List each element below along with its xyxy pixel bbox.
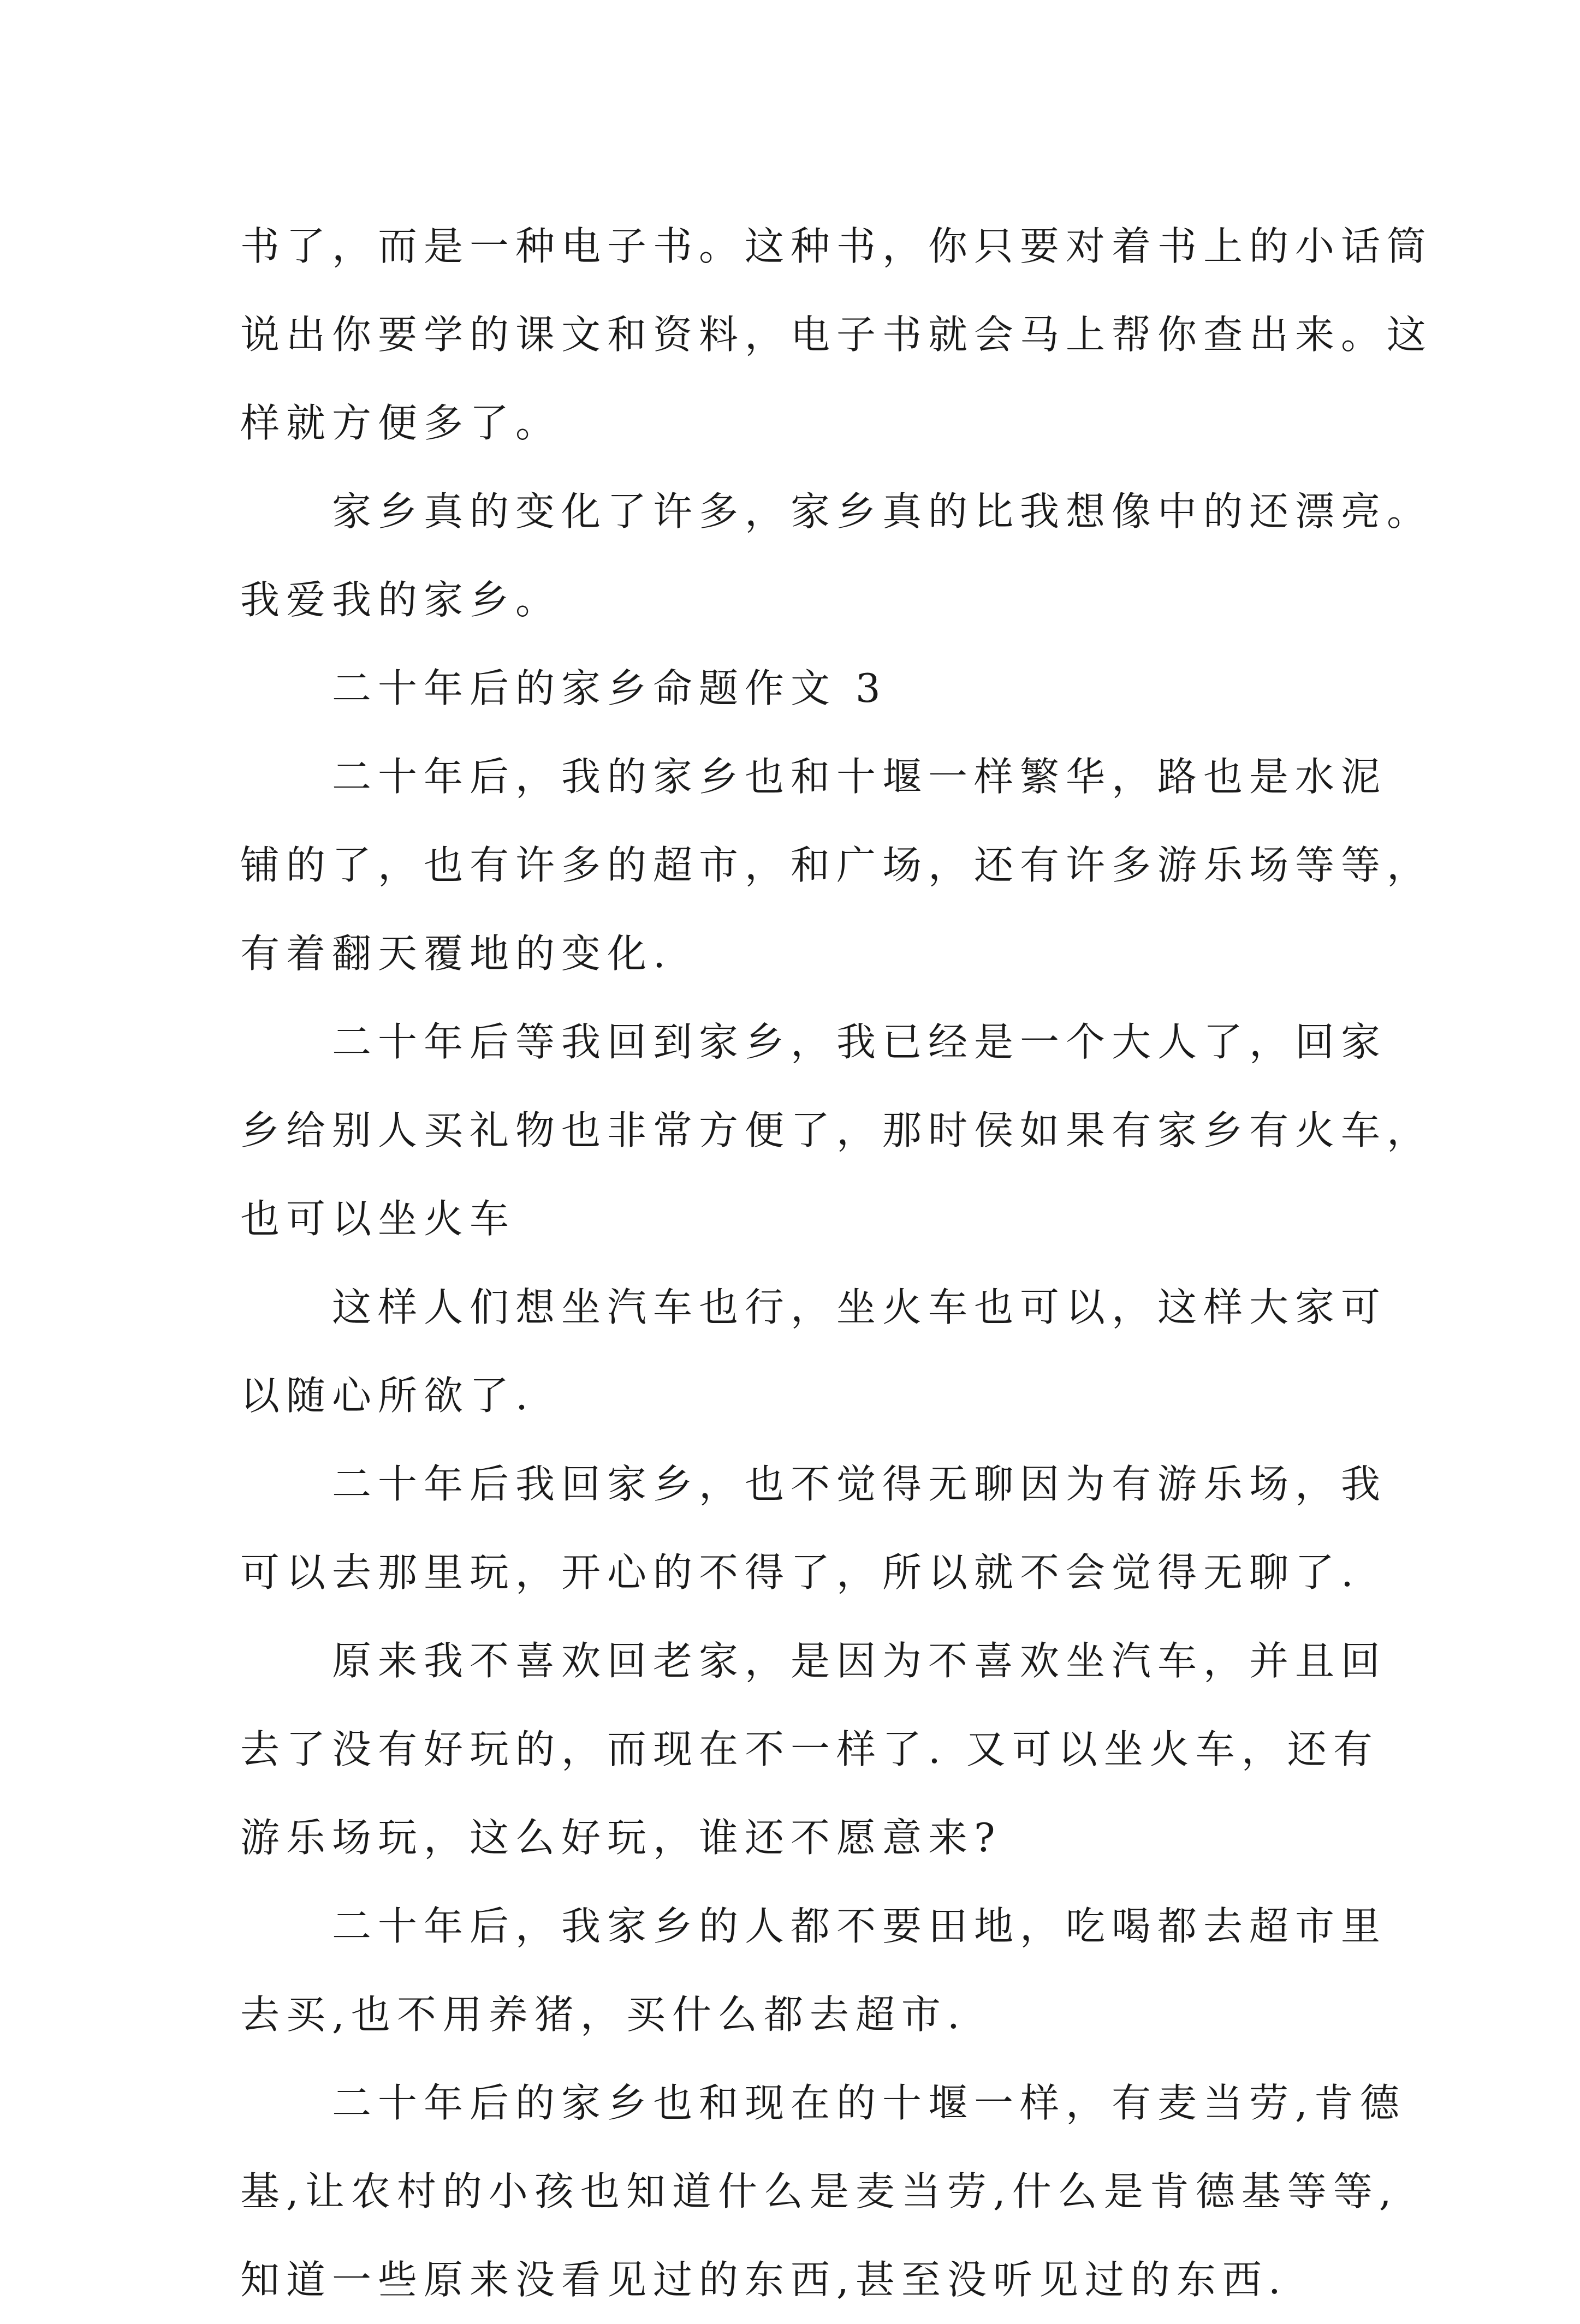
paragraph-6 (240, 1263, 1387, 1440)
paragraph-1 (240, 202, 1433, 467)
text-line: 说出你要学的课文和资料，电子书就会马上帮你查出来。这 (240, 312, 1433, 357)
text-line: 这样人们想坐汽车也行，坐火车也可以，这样大家可 (332, 1284, 1387, 1330)
text-line: 乡给别人买礼物也非常方便了，那时侯如果有家乡有火车， (240, 1107, 1433, 1153)
text-line: 家乡真的变化了许多，家乡真的比我想像中的还漂亮。 (332, 488, 1433, 534)
text-line: 二十年后我回家乡，也不觉得无聊因为有游乐场，我 (332, 1461, 1387, 1507)
text-line: 书了，而是一种电子书。这种书，你只要对着书上的小话筒 (240, 223, 1433, 269)
text-line: 二十年后等我回到家乡，我已经是一个大人了，回家 (332, 1019, 1387, 1065)
text-line: 二十年后，我的家乡也和十堰一样繁华，路也是水泥 (332, 754, 1387, 800)
paragraph-2 (240, 467, 1433, 644)
paragraph-10 (240, 2059, 1406, 2324)
paragraph-8 (240, 1617, 1387, 1882)
paragraph-7 (240, 1440, 1387, 1617)
text-line: 以随心所欲了. (240, 1373, 534, 1419)
text-line: 二十年后的家乡也和现在的十堰一样，有麦当劳,肯德 (332, 2080, 1406, 2126)
text-line: 原来我不喜欢回老家，是因为不喜欢坐汽车，并且回 (332, 1638, 1387, 1684)
text-line: 有着翻天覆地的变化. (240, 931, 672, 976)
document-body (240, 202, 1433, 2324)
text-line: 基,让农村的小孩也知道什么是麦当劳,什么是肯德基等等, (240, 2168, 1398, 2214)
section-title: 二十年后的家乡命题作文 3 (332, 665, 887, 711)
text-line: 我爱我的家乡。 (240, 577, 562, 623)
text-line: 游乐场玩，这么好玩，谁还不愿意来? (240, 1815, 1002, 1861)
paragraph-9 (240, 1882, 1387, 2059)
section-heading (240, 644, 1376, 732)
paragraph-5 (240, 998, 1433, 1263)
text-line: 也可以坐火车 (240, 1196, 516, 1242)
text-line: 可以去那里玩，开心的不得了，所以就不会觉得无聊了. (240, 1550, 1360, 1595)
text-line: 二十年后，我家乡的人都不要田地，吃喝都去超市里 (332, 1903, 1387, 1949)
text-line: 知道一些原来没看见过的东西,甚至没听见过的东西. (240, 2257, 1287, 2303)
text-line: 去了没有好玩的，而现在不一样了. 又可以坐火车，还有 (240, 1726, 1379, 1772)
paragraph-4 (240, 732, 1433, 998)
text-line: 样就方便多了。 (240, 400, 562, 446)
text-line: 铺的了，也有许多的超市，和广场，还有许多游乐场等等， (240, 842, 1433, 888)
text-line: 去买,也不用养猪，买什么都去超市. (240, 1992, 966, 2037)
